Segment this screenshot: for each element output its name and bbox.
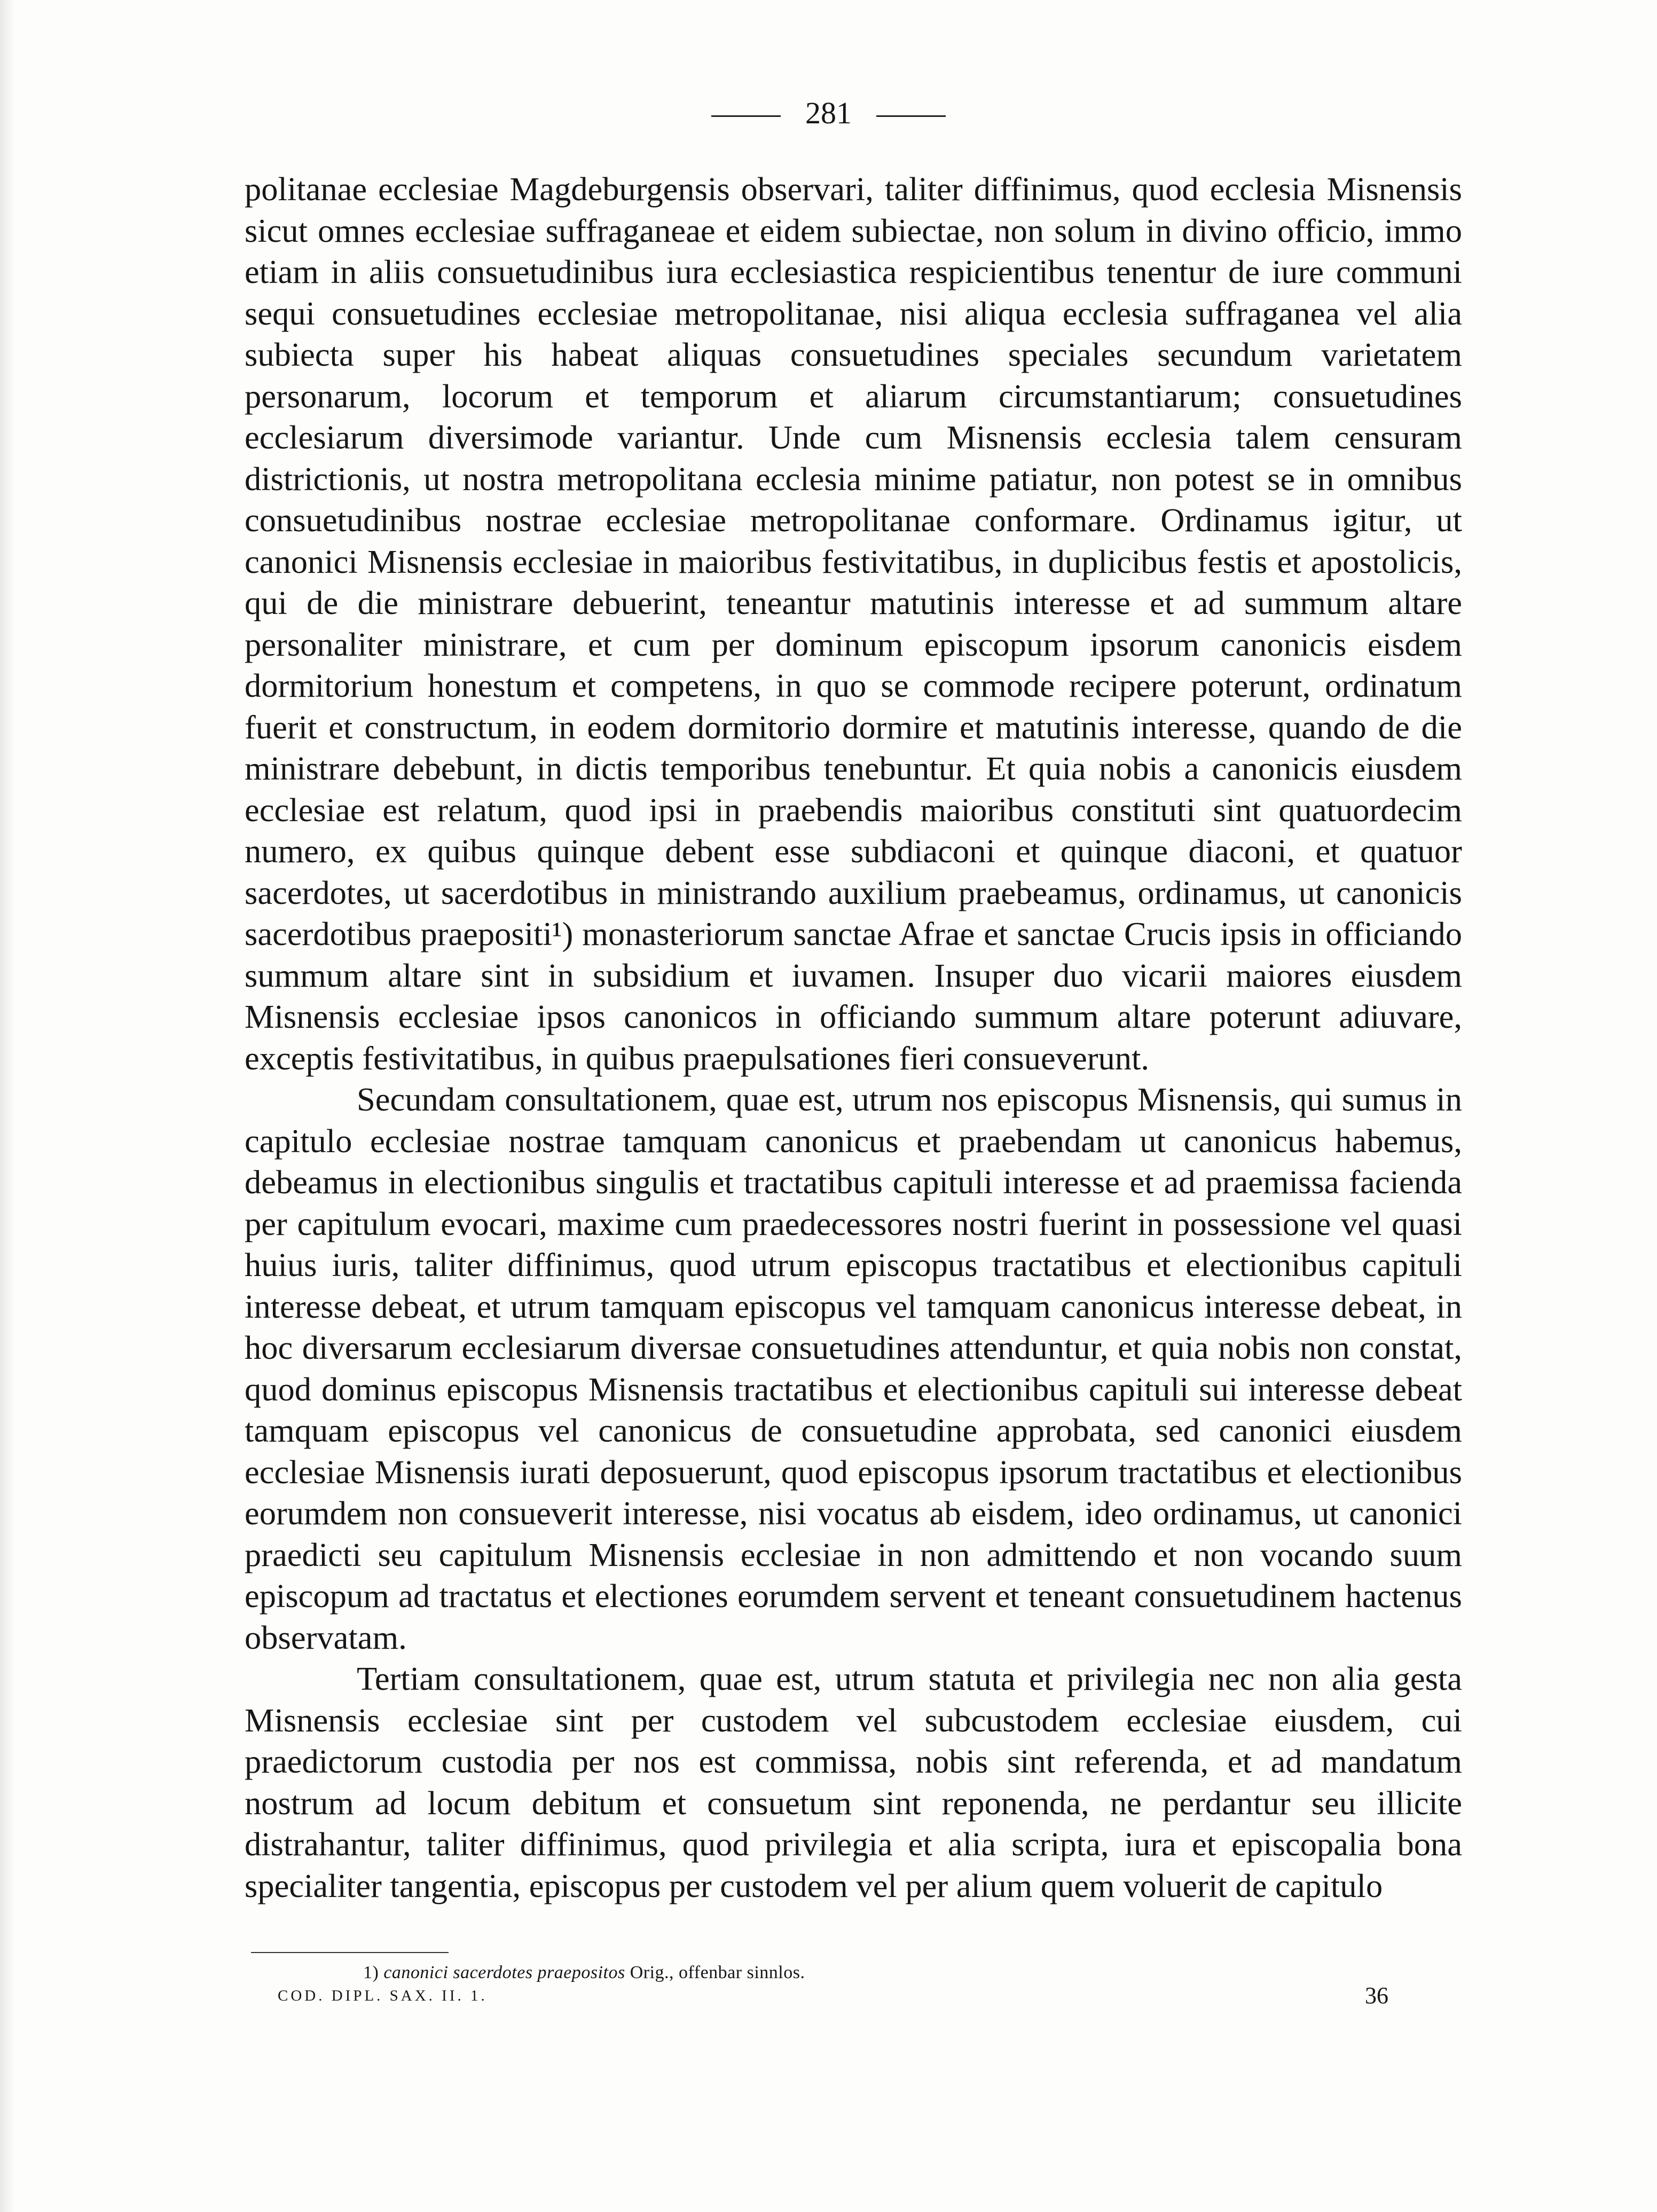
sheet-number: 36 (1365, 1982, 1388, 2009)
header-dash-left (711, 115, 781, 117)
footnote-marker: 1) (363, 1963, 379, 1982)
page-number: 281 (805, 96, 852, 130)
header-dash-right (876, 115, 946, 117)
signature-line: COD. DIPL. SAX. II. 1. (278, 1987, 488, 2004)
paragraph-3: Tertiam consultationem, quae est, utrum statuta et privilegia nec non alia gesta Misnensis ecclesiae sint per custodem vel subcustodem ecclesiae eiusdem, cui praedictorum custodia per nos est commissa, nobis sint referenda, et ad mandatum nostrum ad locum debitum et consuetum sint reponenda, ne perdantur seu illicite distrahantur, taliter diffinimus, quod privilegia et alia scripta, iura et episcopalia bona specialiter tangentia, episcopus per custodem vel per alium quem voluerit de capitulo (245, 1660, 1462, 1904)
body-text (245, 169, 1462, 1907)
paragraph-2: Secundam consultationem, quae est, utrum nos episcopus Misnensis, qui sumus in capitulo ecclesiae nostrae tamquam canonicus et praebendam ut canonicus habemus, debeamus in electionibus singulis et tractatibus capituli interesse et ad praemissa facienda per capitulum evocari, maxime cum praedecessores nostri fuerint in possessione vel quasi huius iuris, taliter diffinimus, quod utrum episcopus tractatibus et electionibus capituli interesse debeat, et utrum tamquam episcopus vel tamquam canonicus interesse debeat, in hoc diversarum ecclesiarum diversae consuetudines attenduntur, et quia nobis non constat, quod dominus episcopus Misnensis tractatibus et electionibus capituli sui interesse debeat tamquam episcopus vel canonicus de consuetudine approbata, sed canonici eiusdem ecclesiae Misnensis iurati deposuerunt, quod episcopus ipsorum tractatibus et electionibus eorumdem non consueverit interesse, nisi vocatus ab eisdem, ideo ordinamus, ut canonici praedicti seu capitulum Misnensis ecclesiae in non admittendo et non vocando suum episcopum ad tractatus et electiones eorumdem servent et teneant consuetudinem hactenus observatam. (245, 1081, 1462, 1656)
scan-edge (0, 0, 15, 2212)
footnote (363, 1963, 805, 1983)
paragraph-1: politanae ecclesiae Magdeburgensis observari, taliter diffinimus, quod ecclesia Misnensis sicut omnes ecclesiae suffraganeae et eidem subiectae, non solum in divino officio, immo etiam in aliis consuetudinibus iura ecclesiastica respicientibus tenentur de iure communi sequi consuetudines ecclesiae metropolitanae, nisi aliqua ecclesia suffraganea vel alia subiecta super his habeat aliquas consuetudines speciales secundum varietatem personarum, locorum et temporum et aliarum circumstantiarum; consuetudines ecclesiarum diversimode variantur. Unde cum Misnensis ecclesia talem censuram districtionis, ut nostra metropolitana ecclesia minime patiatur, non potest se in omnibus consuetudinibus nostrae ecclesiae metropolitanae conformare. Ordinamus igitur, ut canonici Misnensis ecclesiae in maioribus festivitatibus, in duplicibus festis et apostolicis, qui de die ministrare debuerint, teneantur matutinis interesse et ad summum altare personaliter ministrare, et cum per dominum episcopum ipsorum canonicis eisdem dormitorium honestum et competens, in quo se commode recipere poterunt, ordinatum fuerit et constructum, in eodem dormitorio dormire et matutinis interesse, quando de die ministrare debebunt, in dictis temporibus tenebuntur. Et quia nobis a canonicis eiusdem ecclesiae est relatum, quod ipsi in praebendis maioribus constituti sint quatuordecim numero, ex quibus quinque debent esse subdiaconi et quinque diaconi, et quatuor sacerdotes, ut sacerdotibus in ministrando auxilium praebeamus, ordinamus, ut canonicis sacerdotibus praepositi¹) monasteriorum sanctae Afrae et sanctae Crucis ipsis in officiando summum altare sint in subsidium et iuvamen. Insuper duo vicarii maiores eiusdem Misnensis ecclesiae ipsos canonicos in officiando summum altare poterunt adiuvare, exceptis festivitatibus, in quibus praepulsationes fieri consueverunt. (245, 170, 1462, 1077)
footnote-italic: canonici sacerdotes praepositos (383, 1963, 625, 1982)
footnote-rule (251, 1952, 449, 1953)
page-header (0, 95, 1657, 131)
footnote-rest: Orig., offenbar sinnlos. (630, 1963, 805, 1982)
